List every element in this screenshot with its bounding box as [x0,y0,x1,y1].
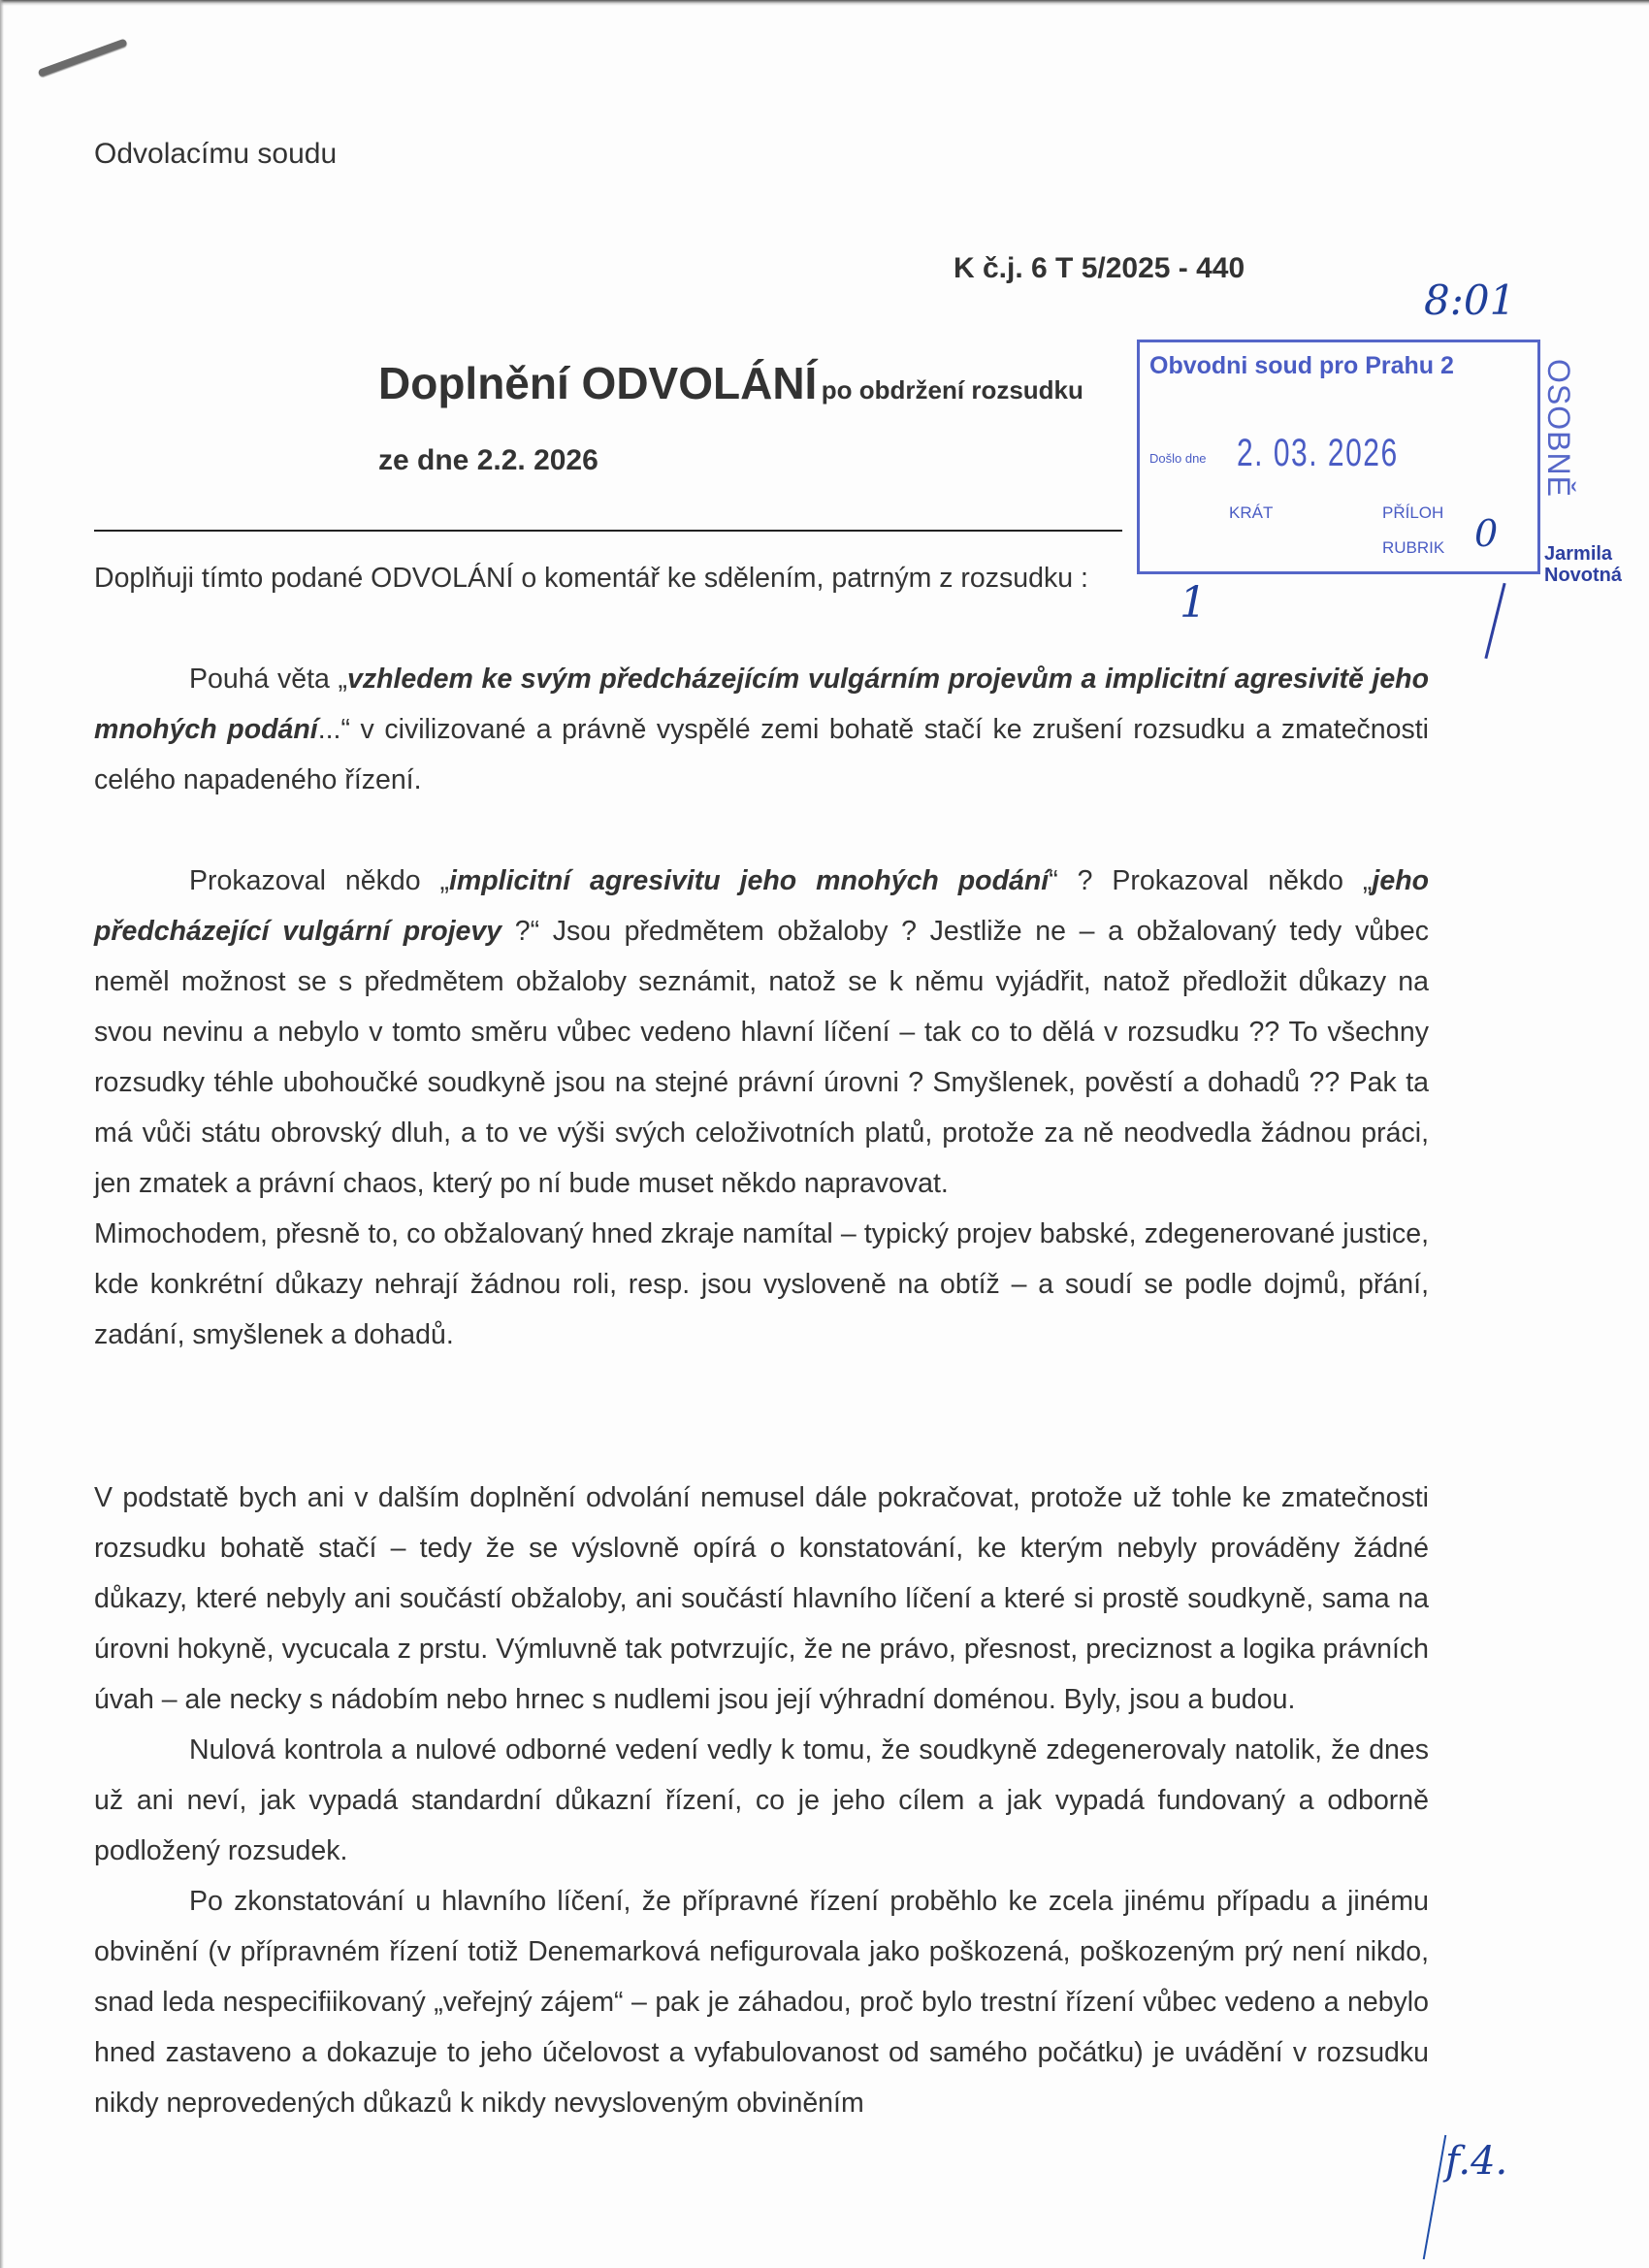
stamp-sections-label: RUBRIK [1382,538,1445,557]
paragraph-1 [94,654,1429,805]
intro-text: Doplňuji tímto podané ODVOLÁNÍ o komentář ke sdělením, patrným z rozsudku : [94,563,1088,594]
case-reference: K č.j. 6 T 5/2025 - 440 [954,252,1245,284]
paragraph-6: Po zkonstatování u hlavního líčení, že přípravné řízení proběhlo ke zcela jinému případu a jinému obvinění (v přípravném řízení totiž Denemarková nefigurovala jako poškozená, poškozeným prý není nikdo, snad leda nespecifiikovaný „veřejný zájem“ – pak je záhadou, proč bylo trestní řízení vůbec vedeno a nebylo hned zastaveno a dokazuje to jeho účelovost a vyfabulovanost od samého počátku) je uvádění v rozsudku nikdy neprovedených důkazů k nikdy nevysloveným obviněním [94,1886,1429,2119]
initials-stroke [1423,2135,1447,2259]
handwritten-sections: 0 [1474,512,1499,555]
p2-quote-1: implicitní agresivitu jeho mnohých podání [449,865,1050,896]
p4-text: V podstatě bych ani v dalším doplnění odvolání nemusel dále pokračovat, protože už tohle ke zmatečnosti rozsudku bohatě stačí – tedy že se výslovně opírá o konstatování, ke kterým nebyly prováděny žádné důkazy, které nebyly ani součástí obžaloby, ani součástí hlavního líčení a které si prostě soudkyně, sama na úrovni hokyně, vycucala z prstu. Výmluvně tak potvrzujíc, že ne právo, přesnost, preciznost a logika právních úvah – ale necky s nádobím nebo hrnec s nudlemi jsou její výhradní doménou. Byly, jsou a budou. [94,1482,1429,1715]
document-date: ze dne 2.2. 2026 [378,444,598,476]
stamp-attachments-label: PŘÍLOH [1382,503,1444,522]
scan-left-edge [0,0,4,2268]
paragraph-5: Nulová kontrola a nulové odborné vedení vedly k tomu, že soudkyně zdegenerovaly natolik, že dnes už ani neví, jak vypadá standardní důkazní řízení, co je jeho cílem a jak vypadá fundovaný a odborně podložený rozsudek. [94,1734,1429,1866]
header-divider [94,530,1122,532]
paragraph-3: Mimochodem, přesně to, co obžalovaný hned zkraje namítal – typický projev babské, zdegenerované justice, kde konkrétní důkazy nehrají žádnou roli, resp. jsou vysloveně na obtíž – a soudí se podle dojmů, přání, zadání, smyšlenek a dohadů. [94,1218,1429,1350]
handwritten-time: 8:01 [1424,276,1516,324]
stamp-signer [1544,543,1622,586]
addressee: Odvolacímu soudu [94,138,338,170]
handwritten-copies: 1 [1180,578,1207,628]
signature-stroke [1484,583,1505,659]
stamp-received-label: Došlo dne [1149,451,1207,466]
title-main: Doplnění ODVOLÁNÍ [378,358,818,408]
stamp-copies-label: KRÁT [1229,503,1274,522]
scan-top-edge [0,0,1649,6]
signer-first-name: Jarmila [1544,543,1613,565]
p2-text-c: ?“ Jsou předmětem obžaloby ? Jestliže ne – a obžalovaný tedy vůbec neměl možnost se s předmětem obžaloby seznámit, natož se k němu vyjádřit, natož předložit důkazy na svou nevinu a nebylo v tomto směru vůbec vedeno hlavní líčení – tak co to dělá v rozsudku ?? To všechny rozsudky téhle ubohoučké soudkyně jsou na stejné právní úrovni ? Smyšlenek, pověstí a dohadů ?? Pak ta má vůči státu obrovský dluh, a to ve výši svých celoživotních platů, protože za ně neodvedla žádnou práci, jen zmatek a právní chaos, který po ní bude muset někdo napravovat. [94,916,1429,1199]
paragraph-2 [94,856,1429,1360]
stamp-personal: OSOBNĚ [1541,359,1576,498]
intro-paragraph [94,553,1088,603]
p1-text-b: ...“ v civilizované a právně vyspělé zemi bohatě stačí ke zrušení rozsudku a zmatečnosti celého napadeného řízení. [94,714,1429,795]
signer-last-name: Novotná [1544,565,1622,586]
p2-text-b: “ ? Prokazoval někdo „ [1049,865,1373,896]
p1-text-a: Pouhá věta „ [189,664,347,695]
staple-icon [38,38,128,77]
p2-text-a: Prokazoval někdo „ [189,865,450,896]
document-title [378,357,1083,409]
p1-quote: vzhledem ke svým předcházejícím vulgárním projevům a implicitní agresivitě jeho mnohých podání [94,664,1429,745]
stamp-court-name: Obvodni soud pro Prahu 2 [1149,352,1454,379]
title-sub: po obdržení rozsudku [821,375,1083,405]
stamp-received-date: 2. 03. 2026 [1237,432,1399,474]
handwritten-initials: f.4. [1445,2139,1508,2184]
p2-quote-2: jeho předcházející vulgární projevy [94,865,1430,947]
paragraph-4 [94,1473,1429,2128]
